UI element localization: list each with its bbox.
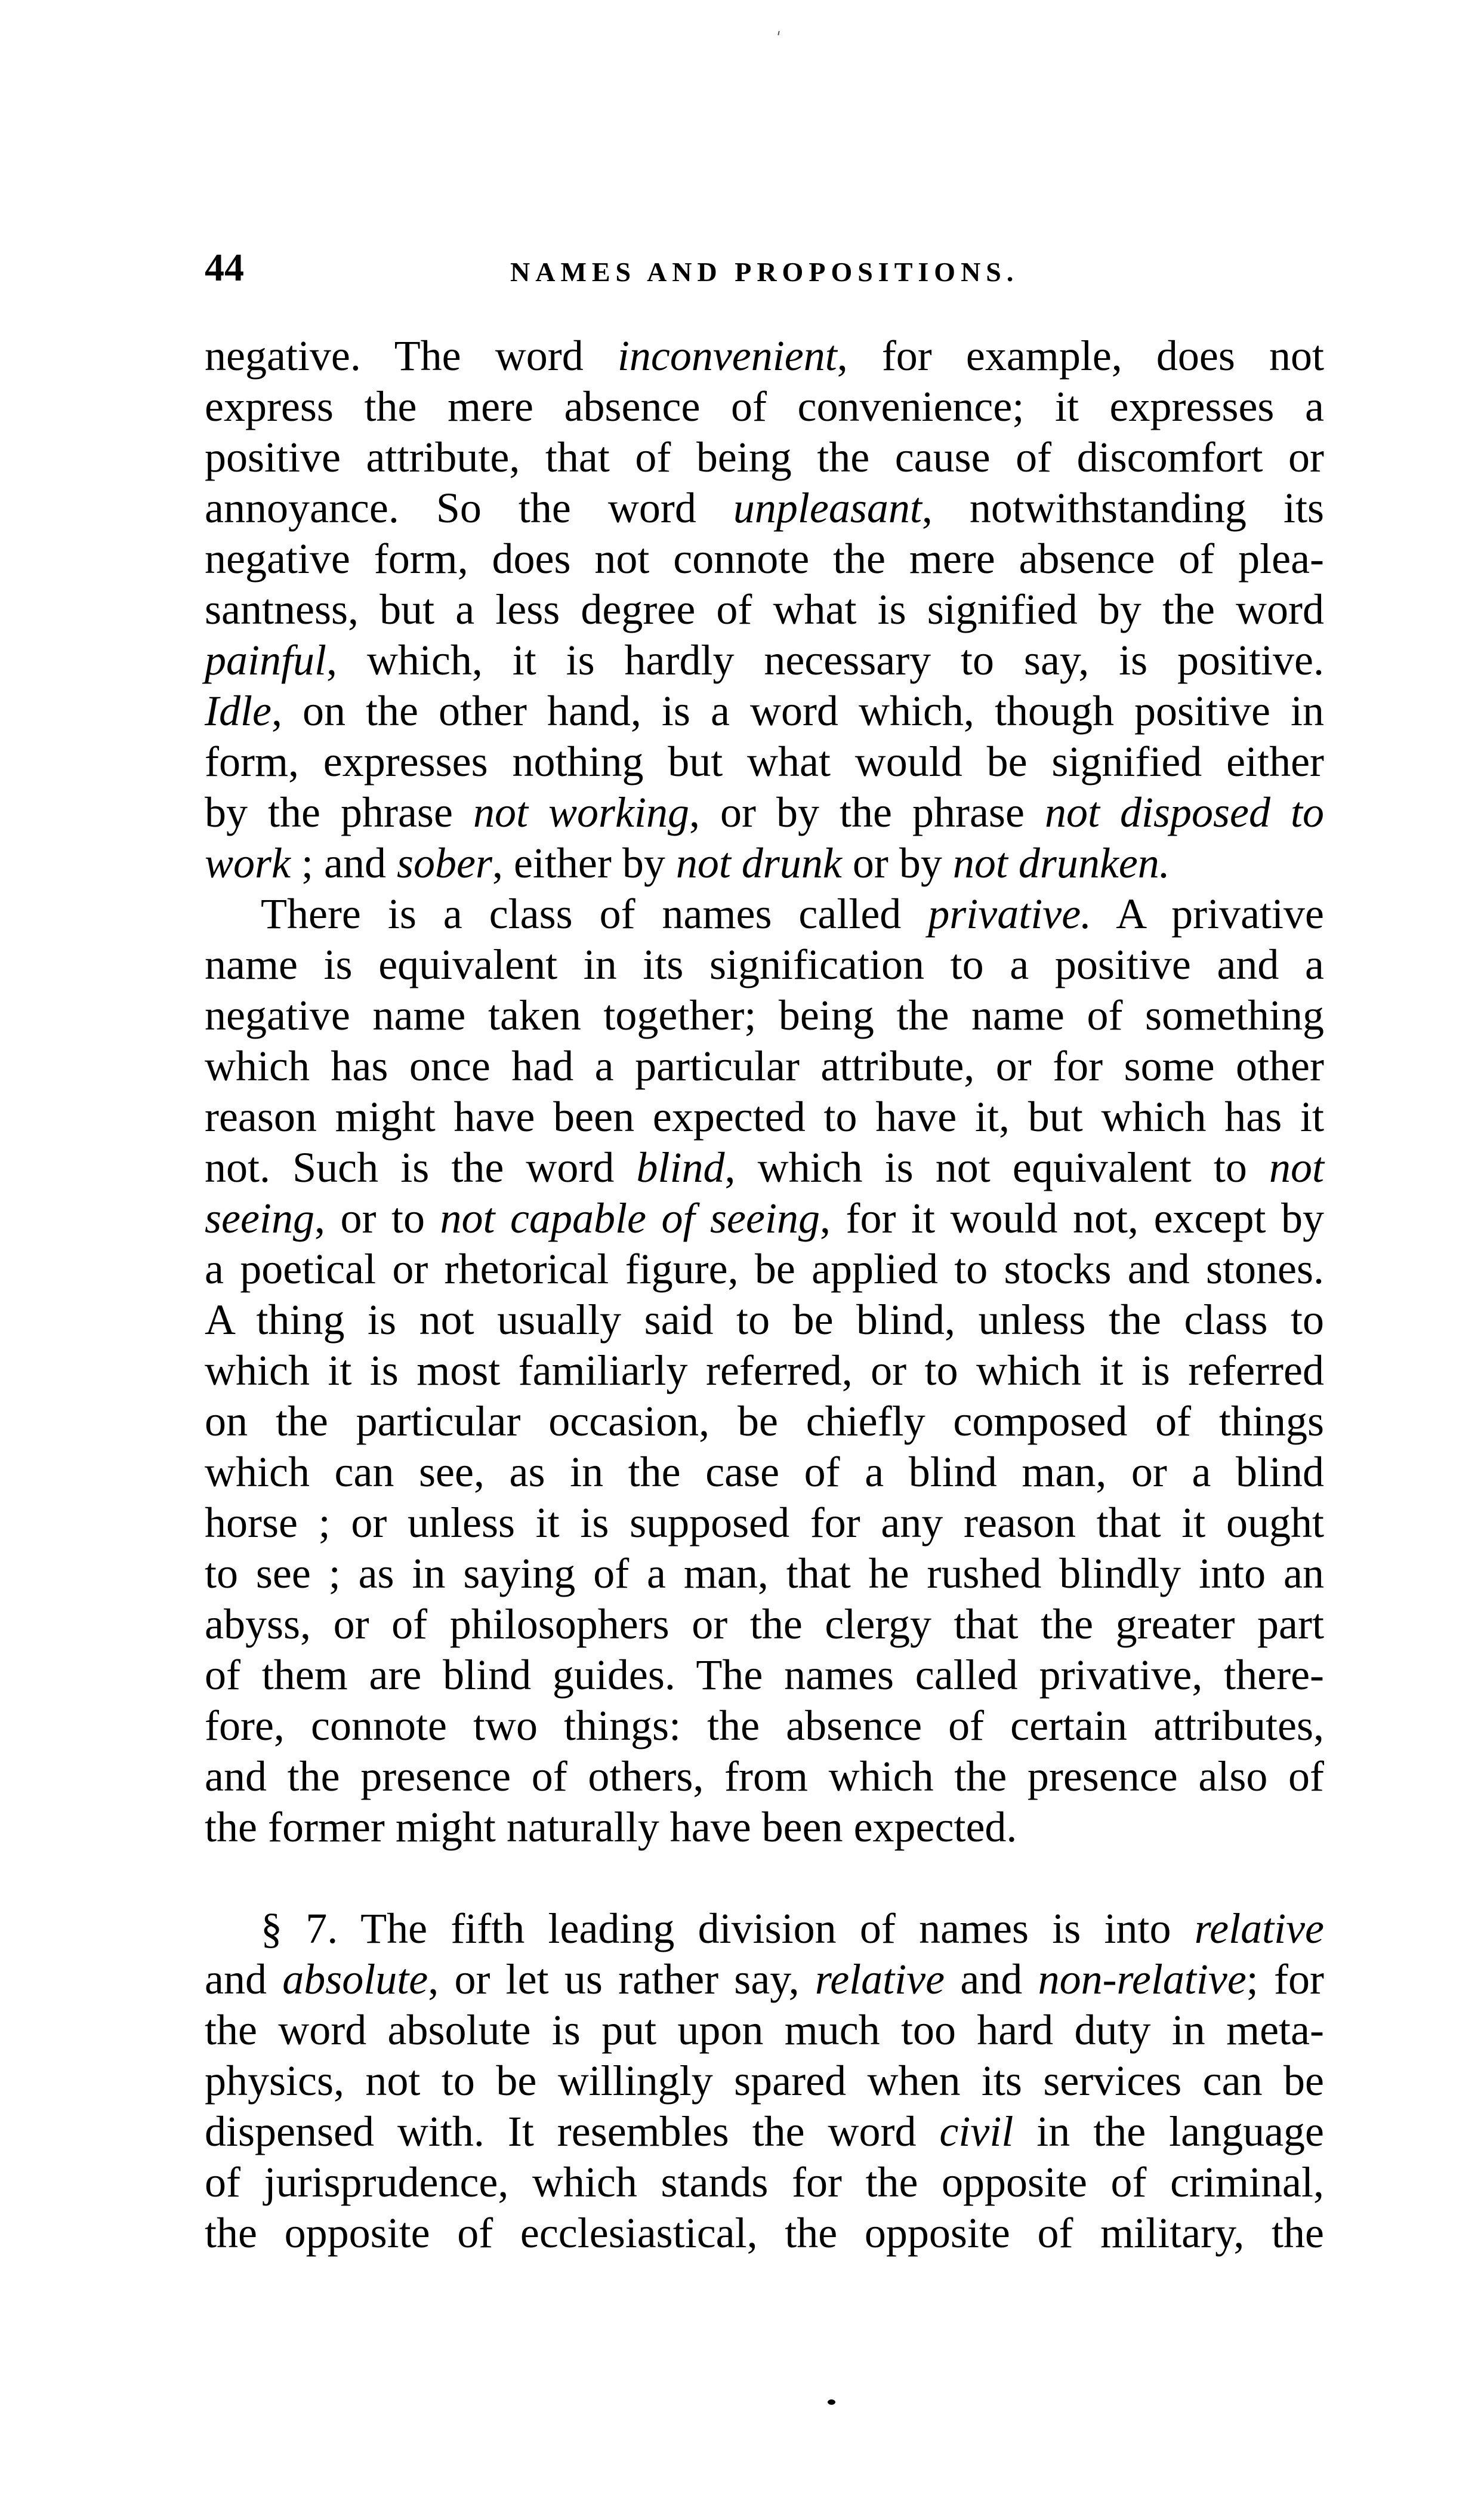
text-line — [205, 1650, 1324, 1700]
text-line — [205, 787, 1324, 838]
text-run: or by — [841, 839, 953, 887]
text-line — [205, 1751, 1324, 1802]
text-line — [205, 483, 1324, 534]
page-number: 44 — [205, 246, 244, 289]
text-line — [205, 1244, 1324, 1295]
text-line — [205, 1700, 1324, 1751]
text-run: , which, it is hardly necessary to say, is positive. — [326, 636, 1324, 684]
text-run: fore, connote two things: the absence of certain attributes, — [205, 1702, 1324, 1749]
text-line — [205, 2208, 1324, 2259]
italic-term: unpleasant — [733, 484, 922, 532]
text-run: and — [945, 1955, 1038, 2003]
text-line — [205, 889, 1324, 939]
text-line — [205, 1092, 1324, 1142]
text-run: reason might have been expected to have it, but which has it — [205, 1093, 1324, 1141]
text-line — [205, 432, 1324, 483]
italic-term: privative. — [928, 890, 1092, 938]
italic-term: not drunk — [675, 839, 842, 887]
text-run: santness, but a less degree of what is signified by the word — [205, 586, 1324, 633]
text-line — [205, 1041, 1324, 1092]
text-run: A privative — [1091, 890, 1325, 938]
text-line — [205, 1498, 1324, 1548]
section-gap — [205, 1853, 1324, 1903]
text-line — [205, 2106, 1324, 2157]
text-run: negative name taken together; being the name of something — [205, 991, 1324, 1039]
text-run: § 7. The fifth leading division of names is into — [261, 1905, 1195, 1952]
italic-term: painful — [205, 636, 327, 684]
text-line — [205, 990, 1324, 1041]
body-text — [205, 331, 1324, 2259]
italic-term: not capable of seeing — [440, 1194, 820, 1242]
text-run: in the language — [1013, 2108, 1324, 2155]
text-line — [205, 1295, 1324, 1345]
text-run: of them are blind guides. The names called privative, there- — [205, 1651, 1324, 1699]
text-run: A thing is not usually said to be blind, unless the class to — [205, 1296, 1324, 1344]
text-run: the former might naturally have been expected. — [205, 1803, 1017, 1851]
text-line — [205, 1599, 1324, 1650]
text-run: positive attribute, that of being the cause of discomfort or — [205, 433, 1324, 481]
italic-term: absolute — [282, 1955, 428, 2003]
text-line — [205, 534, 1324, 584]
text-line — [205, 838, 1324, 889]
italic-term: relative — [1194, 1905, 1324, 1952]
text-line — [205, 331, 1324, 381]
text-line — [205, 2056, 1324, 2106]
italic-term: non-relative — [1038, 1955, 1246, 2003]
text-line — [205, 1142, 1324, 1193]
text-run: , for example, does not — [837, 332, 1324, 380]
text-line — [205, 2005, 1324, 2056]
italic-term: not working — [473, 788, 689, 836]
text-run: There is a class of names called — [261, 890, 928, 938]
text-line — [205, 939, 1324, 990]
text-line — [205, 1954, 1324, 2005]
text-run: abyss, or of philosophers or the clergy that the greater part — [205, 1600, 1324, 1648]
printer-dot — [828, 2399, 835, 2405]
text-run: , or let us rather say, — [428, 1955, 815, 2003]
italic-term: seeing — [205, 1194, 314, 1242]
italic-term: sober — [396, 839, 492, 887]
scan-mark — [777, 31, 779, 35]
text-line — [205, 584, 1324, 635]
italic-term: inconvenient — [617, 332, 837, 380]
text-run: on the particular occasion, be chiefly composed of things — [205, 1397, 1324, 1445]
text-run: and — [205, 1955, 283, 2003]
text-run: negative. The word — [205, 332, 618, 380]
italic-term: civil — [939, 2108, 1014, 2155]
text-run: , either by — [492, 839, 676, 887]
text-run: , for it would not, except by — [819, 1194, 1324, 1242]
italic-term: work — [205, 839, 291, 887]
italic-term: blind — [636, 1144, 725, 1191]
text-run: ; and — [291, 839, 397, 887]
text-line — [205, 1345, 1324, 1396]
text-line — [205, 737, 1324, 787]
text-run: which can see, as in the case of a blind man, or a blind — [205, 1448, 1324, 1496]
text-line — [205, 1447, 1324, 1498]
text-line — [205, 635, 1324, 686]
text-run: , or to — [314, 1194, 440, 1242]
text-run: name is equivalent in its signification to a positive and a — [205, 941, 1324, 988]
text-run: dispensed with. It resembles the word — [205, 2108, 940, 2155]
text-run: which has once had a particular attribute, or for some other — [205, 1042, 1324, 1090]
text-line — [205, 1548, 1324, 1599]
running-head: NAMES AND PROPOSITIONS. — [510, 257, 1019, 287]
text-run: horse ; or unless it is supposed for any reason that it ought — [205, 1499, 1324, 1546]
italic-term: not drunken. — [952, 839, 1170, 887]
text-line — [205, 686, 1324, 737]
text-run: physics, not to be willingly spared when its services can be — [205, 2057, 1324, 2105]
text-run: to see ; as in saying of a man, that he rushed blindly into an — [205, 1549, 1324, 1597]
text-run: annoyance. So the word — [205, 484, 733, 532]
text-run: a poetical or rhetorical figure, be applied to stocks and stones. — [205, 1245, 1324, 1293]
italic-term: relative — [814, 1955, 945, 2003]
text-run: , which is not equivalent to — [724, 1144, 1269, 1191]
italic-term: not — [1269, 1144, 1325, 1191]
text-run: the opposite of ecclesiastical, the opposite of military, the — [205, 2209, 1324, 2257]
text-line — [205, 2157, 1324, 2208]
text-run: not. Such is the word — [205, 1144, 637, 1191]
text-line — [205, 1396, 1324, 1447]
text-run: , on the other hand, is a word which, though positive in — [271, 687, 1324, 735]
text-run: of jurisprudence, which stands for the opposite of criminal, — [205, 2158, 1324, 2206]
text-run: by the phrase — [205, 788, 473, 836]
text-run: and the presence of others, from which the presence also of — [205, 1752, 1324, 1800]
text-run: , or by the phrase — [689, 788, 1045, 836]
text-line — [205, 1903, 1324, 1954]
text-line — [205, 381, 1324, 432]
italic-term: Idle — [205, 687, 271, 735]
text-run: express the mere absence of convenience; it expresses a — [205, 383, 1324, 430]
text-line — [205, 1802, 1324, 1853]
text-run: ; for — [1246, 1955, 1324, 2003]
text-run: the word absolute is put upon much too hard duty in meta- — [205, 2006, 1324, 2054]
text-run: , notwithstanding its — [921, 484, 1324, 532]
italic-term: not disposed to — [1044, 788, 1324, 836]
text-run: form, expresses nothing but what would be signified either — [205, 738, 1324, 785]
text-run: which it is most familiarly referred, or to which it is referred — [205, 1347, 1324, 1394]
text-run: negative form, does not connote the mere absence of plea- — [205, 535, 1324, 583]
text-line — [205, 1193, 1324, 1244]
